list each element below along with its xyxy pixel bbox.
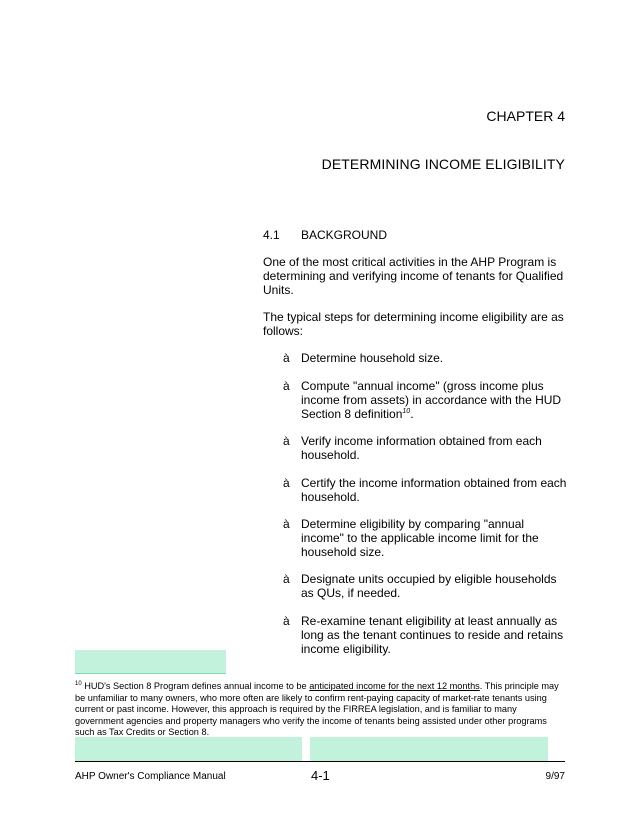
- list-item-text: Verify income information obtained from each household.: [301, 434, 542, 462]
- footnote-separator: [75, 673, 226, 674]
- bullet-marker: à: [283, 351, 290, 365]
- bullet-marker: à: [283, 614, 290, 628]
- bullet-marker: à: [283, 517, 290, 531]
- highlight-block: [310, 737, 548, 761]
- footer-date: 9/97: [545, 771, 565, 782]
- steps-intro-paragraph: The typical steps for determining income eligibility are as follows:: [263, 310, 564, 338]
- page-number: 4-1: [311, 768, 330, 783]
- list-item-text: Re-examine tenant eligibility at least annually as long as the tenant continues to reside and retains income eligibility.: [301, 614, 564, 656]
- list-item-text: Compute "annual income" (gross income plus income from assets) in accordance with the HUD Section 8 definition$^{10}$.: [301, 379, 562, 421]
- bullet-marker: à: [283, 476, 290, 490]
- highlight-block: [75, 650, 226, 674]
- section-number: 4.1: [263, 228, 280, 242]
- section-heading: [263, 228, 387, 242]
- footnote-number: 10: [75, 680, 82, 687]
- bullet-marker: à: [283, 572, 290, 586]
- chapter-label: CHAPTER 4: [486, 108, 565, 124]
- list-item-text: Determine eligibility by comparing "annual income" to the applicable income limit for the household size.: [301, 517, 539, 559]
- list-item-text: Certify the income information obtained from each household.: [301, 476, 567, 504]
- bullet-marker: à: [283, 379, 290, 393]
- section-title: BACKGROUND: [301, 228, 388, 242]
- highlight-block: [75, 737, 302, 761]
- footer-rule: [75, 761, 565, 762]
- footer-manual-title: AHP Owner's Compliance Manual: [75, 771, 226, 782]
- list-item-text: Designate units occupied by eligible households as QUs, if needed.: [301, 572, 557, 600]
- footnote-reference[interactable]: 10: [402, 408, 411, 415]
- bullet-marker: à: [283, 434, 290, 448]
- footnote: $^{10}$ HUD's Section 8 Program defines annual income to be anticipated income for the next 12 months. This principle may be unfamiliar to many owners, who more often are likely to confirm rent-paying capacity of market-rate tenants using current or past income. However, this approach is required by the FIRREA legislation, and is familiar to many government agencies and property managers who verify the income of tenants being assisted under other programs such as Tax Credits or Section 8.: [75, 680, 559, 737]
- chapter-title: DETERMINING INCOME ELIGIBILITY: [321, 156, 565, 172]
- intro-paragraph: One of the most critical activities in the AHP Program is determining and verifying income of tenants for Qualified Units.: [263, 255, 564, 297]
- list-item-text: Determine household size.: [301, 351, 444, 365]
